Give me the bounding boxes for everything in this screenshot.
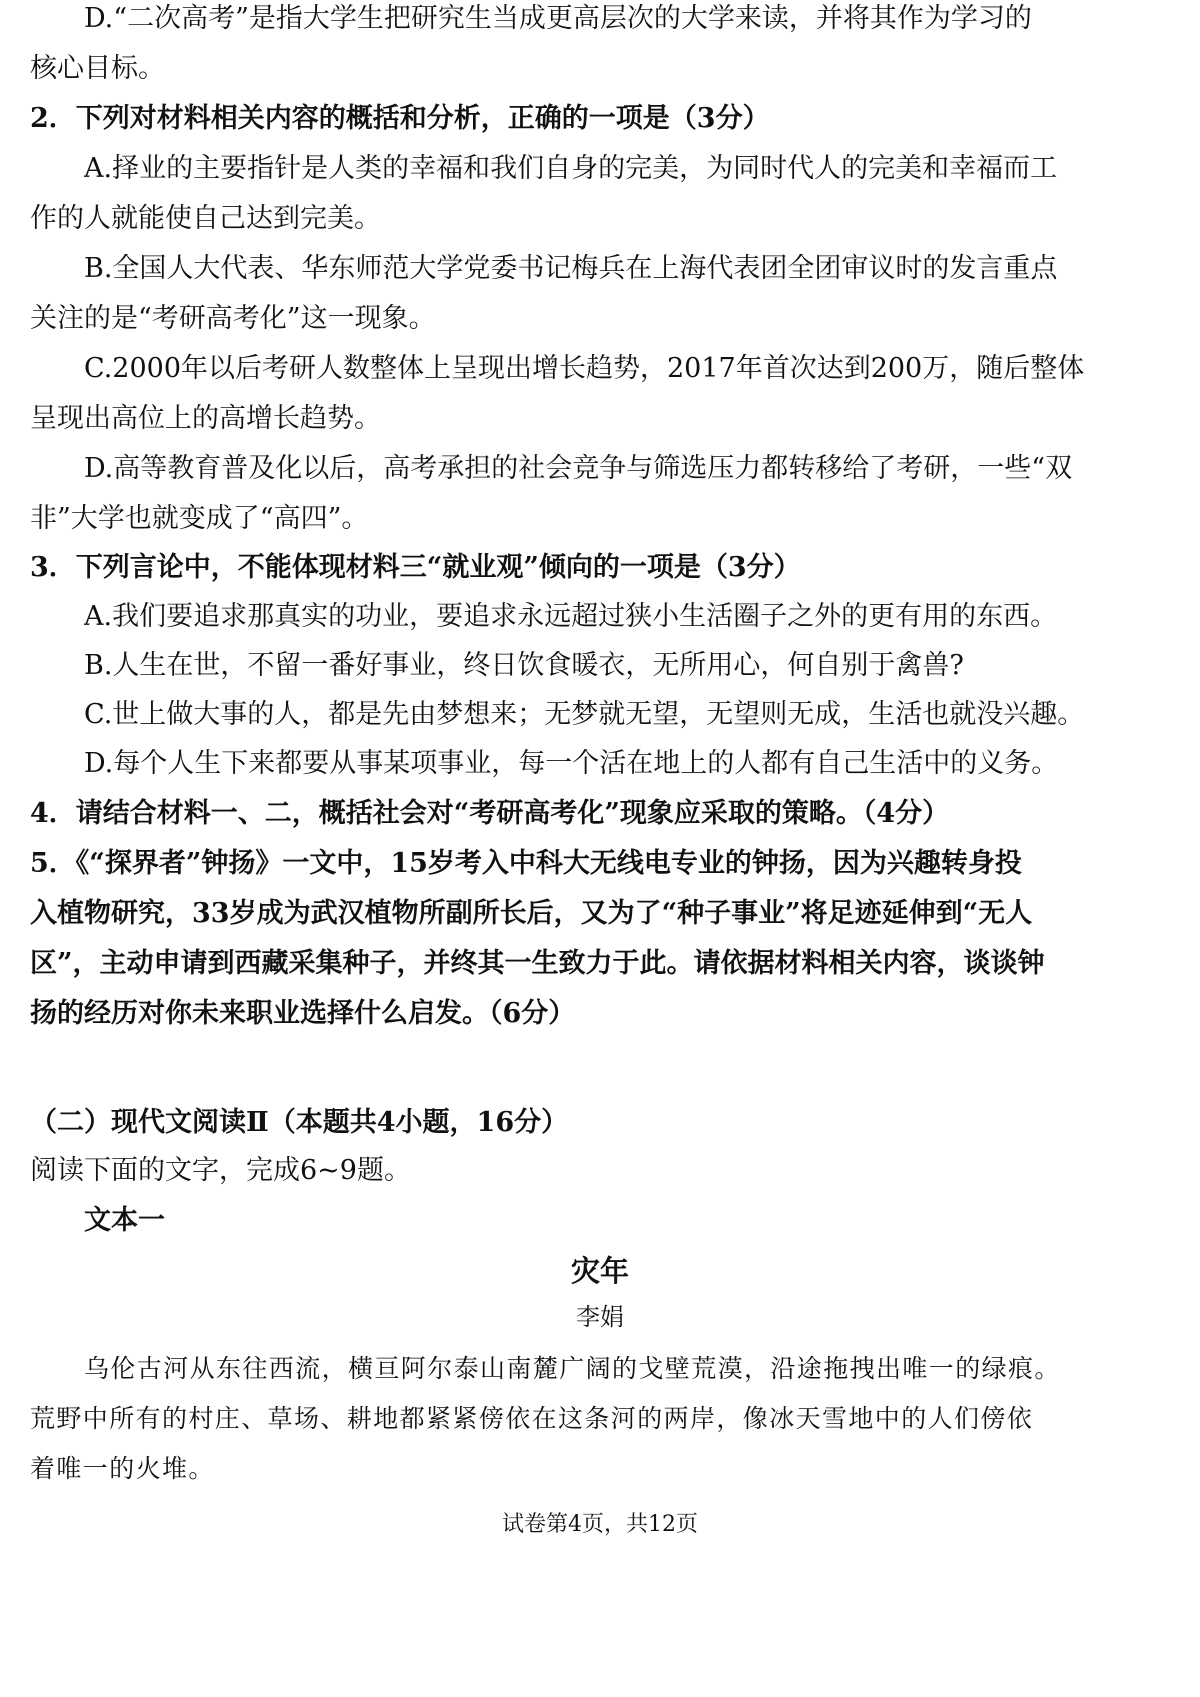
q1-option-d-line2: 核心目标。: [30, 53, 165, 84]
question-5-line1: 5．《“探界者”钟扬》一文中，15岁考入中科大无线电专业的钟扬，因为兴趣转身投: [30, 848, 1022, 879]
question-5-line3: 区”，主动申请到西藏采集种子，并终其一生致力于此。请依据材料相关内容，谈谈钟: [30, 948, 1045, 979]
q2-option-a-line2: 作的人就能使自己达到完美。: [30, 203, 381, 234]
q3-option-a: A.我们要追求那真实的功业，要追求永远超过狭小生活圈子之外的更有用的东西。: [84, 601, 1058, 632]
q2-option-b-line2: 关注的是“考研高考化”这一现象。: [30, 303, 436, 334]
article-paragraph-line1: 乌伦古河从东往西流，横亘阿尔泰山南麓广阔的戈壁荒漠，沿途拖拽出唯一的绿痕。: [84, 1354, 1061, 1383]
q3-option-c: C.世上做大事的人，都是先由梦想来；无梦就无望，无望则无成，生活也就没兴趣。: [84, 699, 1085, 730]
text-one-label: 文本一: [84, 1205, 165, 1236]
q2-option-d-line1: D.高等教育普及化以后，高考承担的社会竞争与筛选压力都转移给了考研，一些“双: [84, 453, 1073, 484]
question-5-line2: 入植物研究，33岁成为武汉植物所副所长后，又为了“种子事业”将足迹延伸到“无人: [30, 898, 1033, 929]
q3-option-d: D.每个人生下来都要从事某项事业，每一个活在地上的人都有自己生活中的义务。: [84, 748, 1059, 779]
section-instruction: 阅读下面的文字，完成6~9题。: [30, 1155, 411, 1186]
article-author: 李娟: [576, 1303, 624, 1331]
question-2-stem: 2．下列对材料相关内容的概括和分析，正确的一项是（3分）: [30, 103, 770, 134]
q2-option-c-line1: C.2000年以后考研人数整体上呈现出增长趋势，2017年首次达到200万，随后整体: [84, 353, 1085, 384]
question-3-stem: 3．下列言论中，不能体现材料三“就业观”倾向的一项是（3分）: [30, 552, 801, 583]
article-paragraph-line3: 着唯一的火堆。: [30, 1454, 215, 1483]
q2-option-c-line2: 呈现出高位上的高增长趋势。: [30, 403, 381, 434]
q2-option-b-line1: B.全国人大代表、华东师范大学党委书记梅兵在上海代表团全团审议时的发言重点: [84, 253, 1058, 284]
q2-option-d-line2: 非”大学也就变成了“高四”。: [30, 503, 369, 534]
q1-option-d-line1: D.“二次高考”是指大学生把研究生当成更高层次的大学来读，并将其作为学习的: [84, 3, 1032, 34]
q3-option-b: B.人生在世，不留一番好事业，终日饮食暖衣，无所用心，何自别于禽兽?: [84, 650, 964, 681]
section-heading: （二）现代文阅读Ⅱ（本题共4小题，16分）: [30, 1107, 569, 1138]
article-paragraph-line2: 荒野中所有的村庄、草场、耕地都紧紧傍依在这条河的两岸，像冰天雪地中的人们傍依: [30, 1404, 1034, 1433]
question-5-line4: 扬的经历对你未来职业选择什么启发。（6分）: [30, 998, 576, 1029]
question-4-stem: 4．请结合材料一、二，概括社会对“考研高考化”现象应采取的策略。（4分）: [30, 798, 950, 829]
q2-option-a-line1: A.择业的主要指针是人类的幸福和我们自身的完美，为同时代人的完美和幸福而工: [84, 153, 1058, 184]
article-title: 灾年: [570, 1254, 629, 1288]
page-footer: 试卷第4页，共12页: [502, 1512, 698, 1537]
